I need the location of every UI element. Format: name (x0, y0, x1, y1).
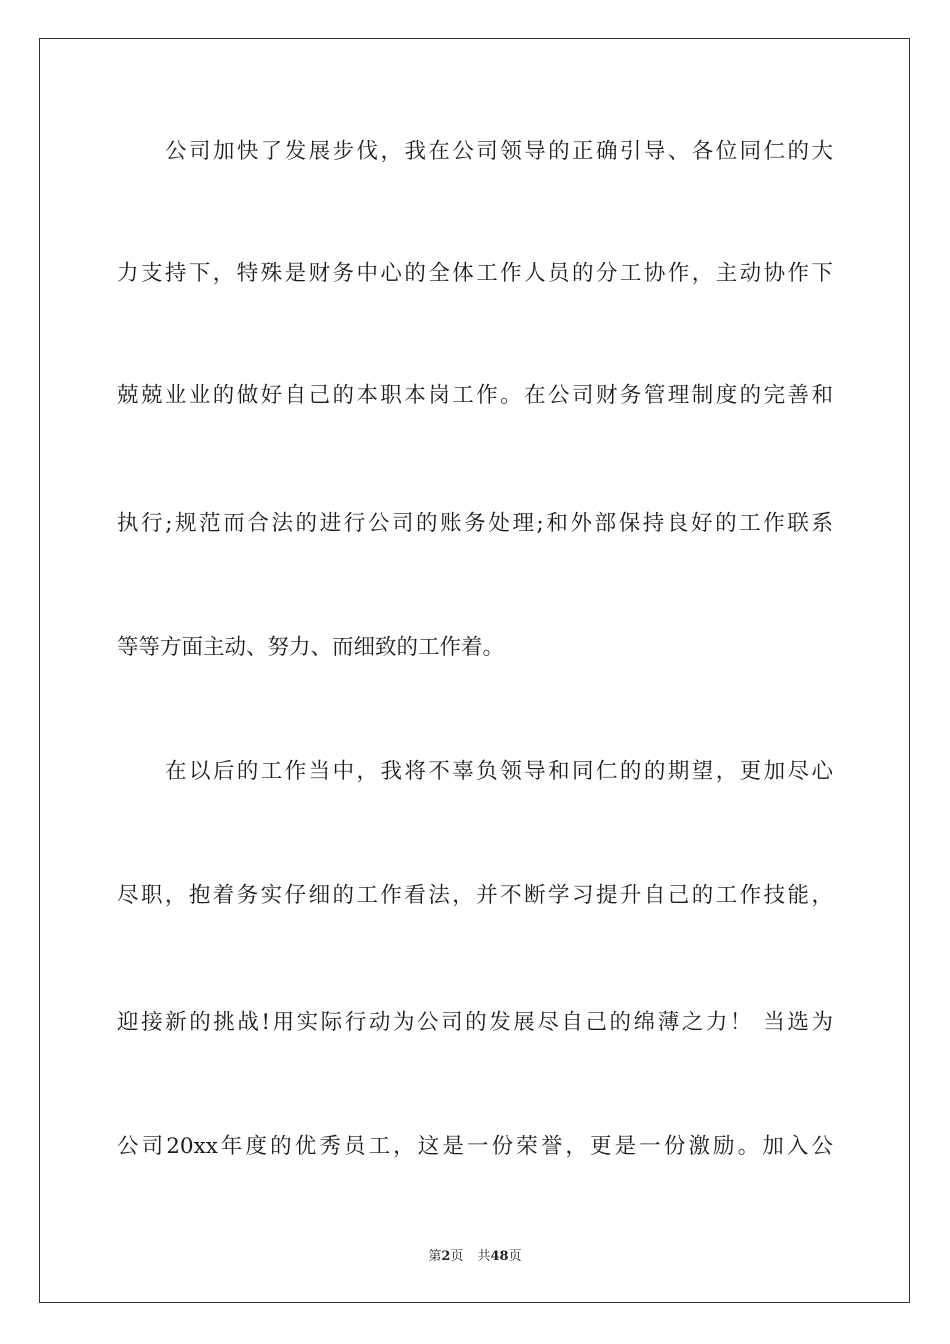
footer-total-pages: 48 (490, 1249, 509, 1264)
paragraph-2-line-4: 公司20xx年度的优秀员工，这是一份荣誉，更是一份激励。加入公 (117, 1134, 833, 1159)
footer-page-number: 2 (441, 1249, 451, 1264)
footer-total-prefix: 共 (477, 1249, 491, 1264)
paragraph-1-line-5: 等等方面主动、努力、而细致的工作着。 (117, 635, 505, 660)
paragraph-1-line-1: 公司加快了发展步伐，我在公司领导的正确引导、各位同仁的大 (165, 139, 833, 164)
footer-total-suffix: 页 (508, 1249, 522, 1264)
paragraph-2-line-3: 迎接新的挑战!用实际行动为公司的发展尽自己的绵薄之力！ 当选为 (117, 1010, 833, 1035)
paragraph-2-line-2: 尽职，抱着务实仔细的工作看法，并不断学习提升自己的工作技能， (117, 883, 833, 908)
page-frame (39, 38, 910, 1303)
paragraph-1-line-2: 力支持下，特殊是财务中心的全体工作人员的分工协作，主动协作下 (117, 261, 833, 286)
page-footer (0, 1248, 950, 1266)
paragraph-1-line-3: 兢兢业业的做好自己的本职本岗工作。在公司财务管理制度的完善和 (117, 383, 833, 408)
paragraph-2-line-1: 在以后的工作当中，我将不辜负领导和同仁的的期望，更加尽心 (165, 759, 833, 784)
paragraph-1-line-4: 执行;规范而合法的进行公司的账务处理;和外部保持良好的工作联系 (117, 511, 833, 536)
footer-page-suffix: 页 (450, 1249, 464, 1264)
footer-page-prefix: 第 (428, 1249, 442, 1264)
